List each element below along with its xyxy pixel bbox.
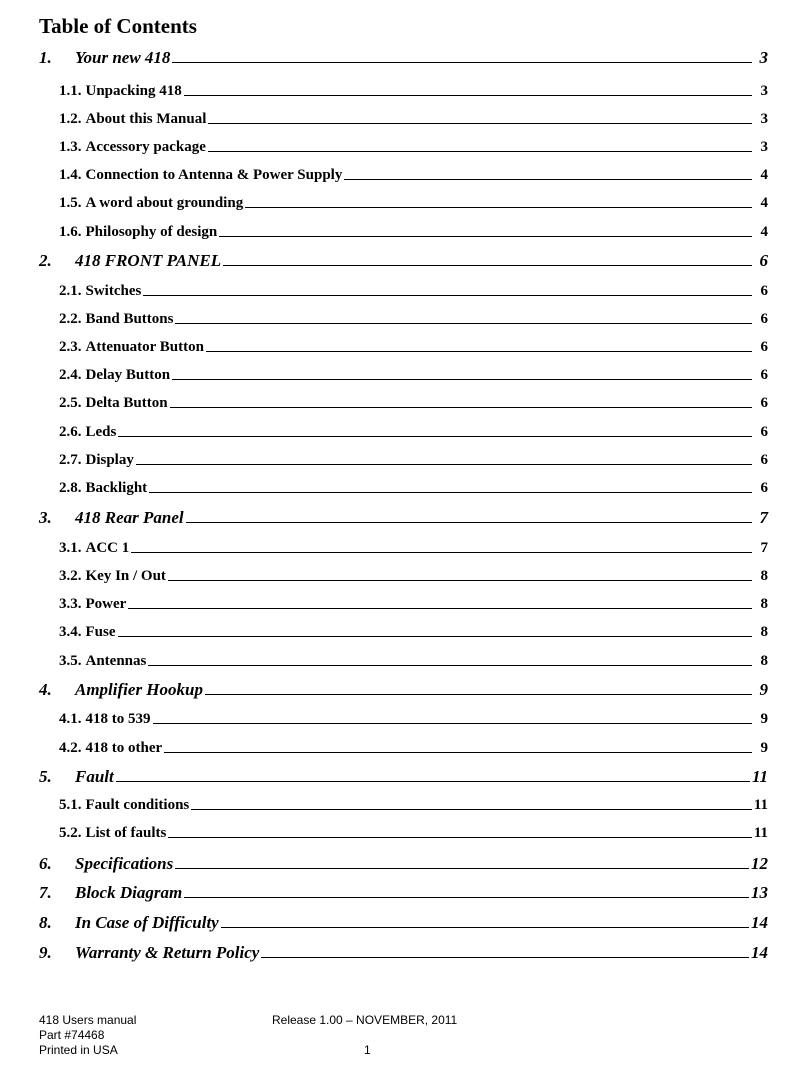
toc-entry-number: 2.8. — [59, 480, 82, 496]
toc-entry-number: 1.6. — [59, 224, 82, 240]
toc-entry[interactable] — [39, 249, 768, 271]
footer-release: Release 1.00 – NOVEMBER, 2011 — [272, 1013, 458, 1027]
toc-entry[interactable] — [59, 392, 768, 412]
toc-entry-number: 1. — [39, 48, 52, 67]
toc-leader-line — [175, 322, 752, 324]
toc-entry[interactable] — [39, 678, 768, 700]
toc-entry-number: 1.4. — [59, 167, 82, 183]
toc-entry-number: 4.2. — [59, 740, 82, 756]
toc-entry-page: 6 — [760, 283, 768, 299]
toc-entry-title: Band Buttons — [85, 311, 174, 327]
toc-entry[interactable] — [59, 192, 768, 212]
toc-entry-number: 3.2. — [59, 568, 82, 584]
toc-entry-number: 5. — [39, 767, 52, 786]
toc-entry-title: In Case of Difficulty — [75, 913, 219, 932]
toc-leader-line — [168, 836, 751, 838]
toc-entry[interactable] — [59, 449, 768, 469]
toc-leader-line — [170, 406, 752, 408]
toc-entry-title: Attenuator Button — [85, 339, 204, 355]
toc-entry[interactable] — [59, 80, 768, 100]
toc-leader-line — [118, 435, 752, 437]
toc-entry-title: Key In / Out — [85, 568, 166, 584]
toc-leader-line — [184, 94, 752, 96]
toc-leader-line — [191, 808, 752, 810]
toc-entry-number: 7. — [39, 883, 52, 902]
toc-entry[interactable] — [39, 506, 768, 528]
toc-entry-page: 8 — [760, 596, 768, 612]
toc-entry-page: 8 — [760, 653, 768, 669]
toc-entry-title: 418 to other — [85, 740, 163, 756]
toc-leader-line — [245, 206, 752, 208]
toc-entry-title: About this Manual — [85, 111, 207, 127]
footer-page-number: 1 — [364, 1043, 371, 1057]
toc-entry-title: 418 Rear Panel — [75, 508, 184, 527]
toc-entry-page: 12 — [751, 854, 768, 873]
toc-entry[interactable] — [39, 46, 768, 68]
toc-entry-number: 2.5. — [59, 395, 82, 411]
toc-entry-number: 2.2. — [59, 311, 82, 327]
toc-entry[interactable] — [59, 308, 768, 328]
toc-entry-page: 6 — [760, 395, 768, 411]
toc-leader-line — [261, 956, 749, 958]
toc-entry-number: 9. — [39, 943, 52, 962]
toc-leader-line — [208, 150, 752, 152]
toc-leader-line — [148, 664, 752, 666]
toc-entry-title: Block Diagram — [75, 883, 183, 902]
toc-entry-page: 3 — [760, 111, 768, 127]
toc-entry-title: Amplifier Hookup — [75, 680, 203, 699]
toc-entry-title: Fuse — [85, 624, 116, 640]
toc-entry[interactable] — [39, 765, 768, 787]
toc-entry[interactable] — [59, 221, 768, 241]
footer-printed-in: Printed in USA — [39, 1043, 118, 1057]
toc-entry-title: A word about grounding — [85, 195, 244, 211]
toc-entry[interactable] — [59, 593, 768, 613]
toc-entry-title: Delta Button — [85, 395, 168, 411]
toc-entry[interactable] — [59, 421, 768, 441]
toc-leader-line — [118, 635, 753, 637]
footer-part-number: Part #74468 — [39, 1028, 105, 1042]
toc-entry-page: 9 — [760, 711, 768, 727]
toc-entry-title: Philosophy of design — [85, 224, 218, 240]
toc-leader-line — [186, 521, 752, 523]
toc-entry-page: 4 — [760, 224, 768, 240]
toc-entry[interactable] — [39, 911, 768, 933]
toc-entry-number: 2.4. — [59, 367, 82, 383]
toc-entry[interactable] — [59, 136, 768, 156]
toc-entry-title: Power — [85, 596, 127, 612]
toc-leader-line — [143, 294, 752, 296]
toc-leader-line — [206, 350, 752, 352]
toc-entry-page: 4 — [760, 167, 768, 183]
toc-entry[interactable] — [59, 477, 768, 497]
toc-entry-number: 5.1. — [59, 797, 82, 813]
toc-entry-page: 6 — [760, 424, 768, 440]
toc-entry-page: 11 — [751, 767, 768, 786]
toc-entry-page: 6 — [760, 452, 768, 468]
toc-entry[interactable] — [59, 737, 768, 757]
toc-entry-title: Connection to Antenna & Power Supply — [85, 167, 343, 183]
toc-entry[interactable] — [59, 650, 768, 670]
toc-entry-title: Unpacking 418 — [85, 83, 182, 99]
toc-entry-number: 2.1. — [59, 283, 82, 299]
toc-leader-line — [172, 61, 752, 63]
toc-leader-line — [168, 579, 752, 581]
toc-entry-number: 1.3. — [59, 139, 82, 155]
toc-entry-number: 3.4. — [59, 624, 82, 640]
toc-entry-title: 418 FRONT PANEL — [75, 251, 222, 270]
toc-leader-line — [205, 693, 752, 695]
toc-leader-line — [172, 378, 752, 380]
toc-entry-number: 2.3. — [59, 339, 82, 355]
toc-entry-page: 8 — [760, 624, 768, 640]
toc-entry-title: Fault conditions — [85, 797, 190, 813]
toc-entry[interactable] — [59, 364, 768, 384]
toc-leader-line — [223, 264, 752, 266]
toc-entry-page: 6 — [760, 367, 768, 383]
toc-entry-number: 2. — [39, 251, 52, 270]
toc-entry-page: 3 — [759, 48, 768, 67]
toc-leader-line — [153, 722, 753, 724]
toc-leader-line — [175, 867, 749, 869]
toc-entry-page: 3 — [760, 83, 768, 99]
toc-entry-title: Specifications — [75, 854, 174, 873]
toc-entry[interactable] — [59, 708, 768, 728]
toc-entry-title: ACC 1 — [85, 540, 130, 556]
toc-entry-page: 6 — [759, 251, 768, 270]
toc-entry-number: 8. — [39, 913, 52, 932]
toc-entry[interactable] — [59, 164, 768, 184]
toc-leader-line — [164, 751, 752, 753]
toc-entry-number: 4.1. — [59, 711, 82, 727]
toc-entry-title: Display — [85, 452, 134, 468]
toc-entry-page: 6 — [760, 339, 768, 355]
toc-entry[interactable] — [59, 565, 768, 585]
toc-entry-page: 9 — [760, 740, 768, 756]
toc-entry-number: 6. — [39, 854, 52, 873]
toc-leader-line — [149, 491, 752, 493]
toc-entry[interactable] — [39, 852, 768, 874]
toc-entry-title: Accessory package — [85, 139, 206, 155]
toc-entry-title: Your new 418 — [75, 48, 171, 67]
toc-entry-title: List of faults — [85, 825, 167, 841]
footer-left — [39, 1013, 136, 1058]
toc-entry[interactable] — [59, 336, 768, 356]
toc-entry[interactable] — [59, 537, 768, 557]
toc-entry-page: 11 — [753, 797, 768, 813]
toc-entry[interactable] — [59, 621, 768, 641]
toc-entry[interactable] — [59, 280, 768, 300]
toc-entry-page: 11 — [753, 825, 768, 841]
toc-entry[interactable] — [59, 794, 768, 814]
toc-entry-title: Leds — [85, 424, 117, 440]
toc-entry-number: 3.5. — [59, 653, 82, 669]
toc-entry-page: 7 — [760, 540, 768, 556]
toc-entry-title: Antennas — [85, 653, 147, 669]
toc-leader-line — [184, 896, 749, 898]
toc-entry-page: 8 — [760, 568, 768, 584]
toc-entry[interactable] — [59, 108, 768, 128]
toc-entry-number: 1.2. — [59, 111, 82, 127]
toc-entry[interactable] — [59, 822, 768, 842]
toc-leader-line — [208, 122, 752, 124]
toc-entry-number: 3.3. — [59, 596, 82, 612]
toc-leader-line — [131, 551, 752, 553]
toc-entry-number: 2.7. — [59, 452, 82, 468]
toc-entry-page: 3 — [760, 139, 768, 155]
toc-entry-number: 2.6. — [59, 424, 82, 440]
toc-entry-number: 1.5. — [59, 195, 82, 211]
toc-entry-page: 13 — [751, 883, 768, 902]
toc-entry[interactable] — [39, 881, 768, 903]
toc-entry-title: Delay Button — [85, 367, 171, 383]
toc-leader-line — [344, 178, 752, 180]
toc-entry-page: 7 — [759, 508, 768, 527]
toc-entry-page: 14 — [751, 913, 768, 932]
toc-entry-number: 3.1. — [59, 540, 82, 556]
toc-entry-page: 14 — [751, 943, 768, 962]
toc-entry-number: 1.1. — [59, 83, 82, 99]
toc-title: Table of Contents — [39, 14, 197, 38]
toc-entry-page: 4 — [760, 195, 768, 211]
toc-leader-line — [116, 780, 750, 782]
toc-entry-page: 6 — [760, 311, 768, 327]
toc-leader-line — [128, 607, 752, 609]
toc-entry-number: 5.2. — [59, 825, 82, 841]
footer-manual-name: 418 Users manual — [39, 1013, 137, 1027]
toc-entry-title: Backlight — [85, 480, 148, 496]
toc-entry-page: 6 — [760, 480, 768, 496]
toc-leader-line — [221, 926, 749, 928]
toc-entry-number: 3. — [39, 508, 52, 527]
toc-entry-title: Warranty & Return Policy — [75, 943, 260, 962]
toc-entry-number: 4. — [39, 680, 52, 699]
toc-entry-title: Fault — [75, 767, 114, 786]
toc-entry-title: Switches — [85, 283, 142, 299]
toc-entry-title: 418 to 539 — [85, 711, 151, 727]
toc-entry[interactable] — [39, 941, 768, 963]
toc-entry-page: 9 — [759, 680, 768, 699]
toc-leader-line — [136, 463, 752, 465]
toc-leader-line — [219, 235, 752, 237]
